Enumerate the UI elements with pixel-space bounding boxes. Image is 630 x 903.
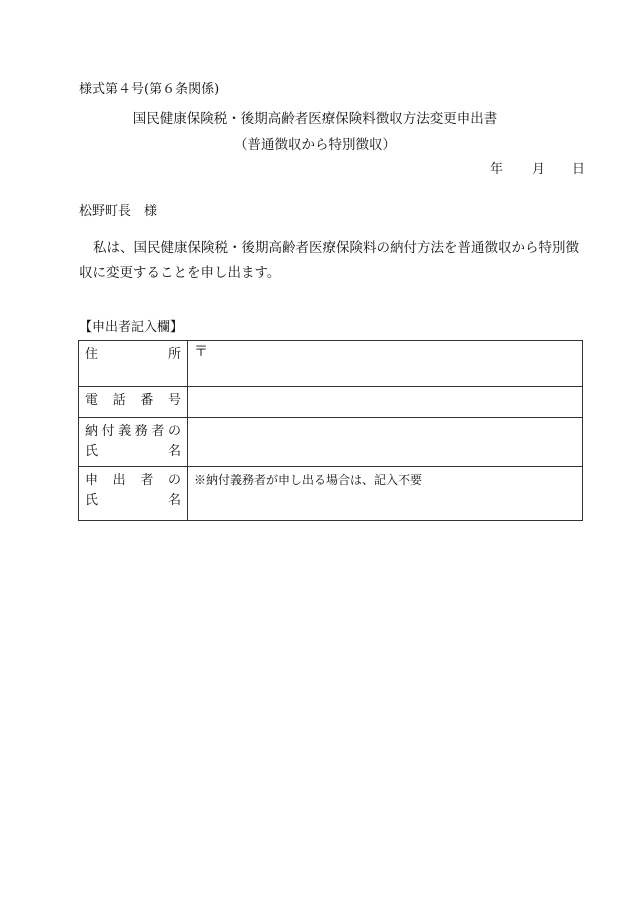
date-year-label: 年	[490, 162, 504, 177]
address-label: 住 所	[85, 347, 181, 362]
section-label: 【申出者記入欄】	[79, 320, 184, 335]
postal-mark: 〒	[194, 344, 208, 360]
phone-label-cell	[79, 387, 188, 418]
address-label-cell	[79, 341, 188, 387]
obligor-label-line2: 氏 名	[85, 444, 181, 459]
table-row-address	[79, 341, 583, 387]
applicant-name-field[interactable]	[188, 467, 583, 521]
applicant-label-line1: 申 出 者 の	[85, 473, 181, 488]
date-day-label: 日	[572, 162, 586, 177]
document-subtitle: （普通徴収から特別徴収）	[234, 137, 396, 153]
applicant-label-line2: 氏 名	[85, 493, 181, 508]
date-month-label: 月	[532, 162, 546, 177]
document-title: 国民健康保険税・後期高齢者医療保険料徴収方法変更申出書	[132, 111, 498, 127]
table-row-applicant	[79, 467, 583, 521]
body-text: 私は、国民健康保険税・後期高齢者医療保険料の納付方法を普通徴収から特別徴収に変更することを申し出ます。	[79, 240, 579, 281]
addressee: 松野町長 様	[79, 204, 158, 219]
applicant-label-cell	[79, 467, 188, 521]
applicant-form-table	[78, 340, 583, 521]
body-paragraph	[79, 236, 583, 286]
table-row-phone	[79, 387, 583, 418]
obligor-label-line1: 納 付 義 務 者 の	[85, 424, 181, 439]
form-number: 様式第４号(第６条関係)	[79, 82, 220, 97]
obligor-name-field[interactable]	[188, 418, 583, 467]
phone-label: 電 話 番 号	[85, 393, 181, 408]
obligor-label-cell	[79, 418, 188, 467]
address-field[interactable]	[188, 341, 583, 387]
phone-field[interactable]	[188, 387, 583, 418]
table-row-obligor	[79, 418, 583, 467]
applicant-note: ※納付義務者が申し出る場合は、記入不要	[194, 473, 423, 487]
